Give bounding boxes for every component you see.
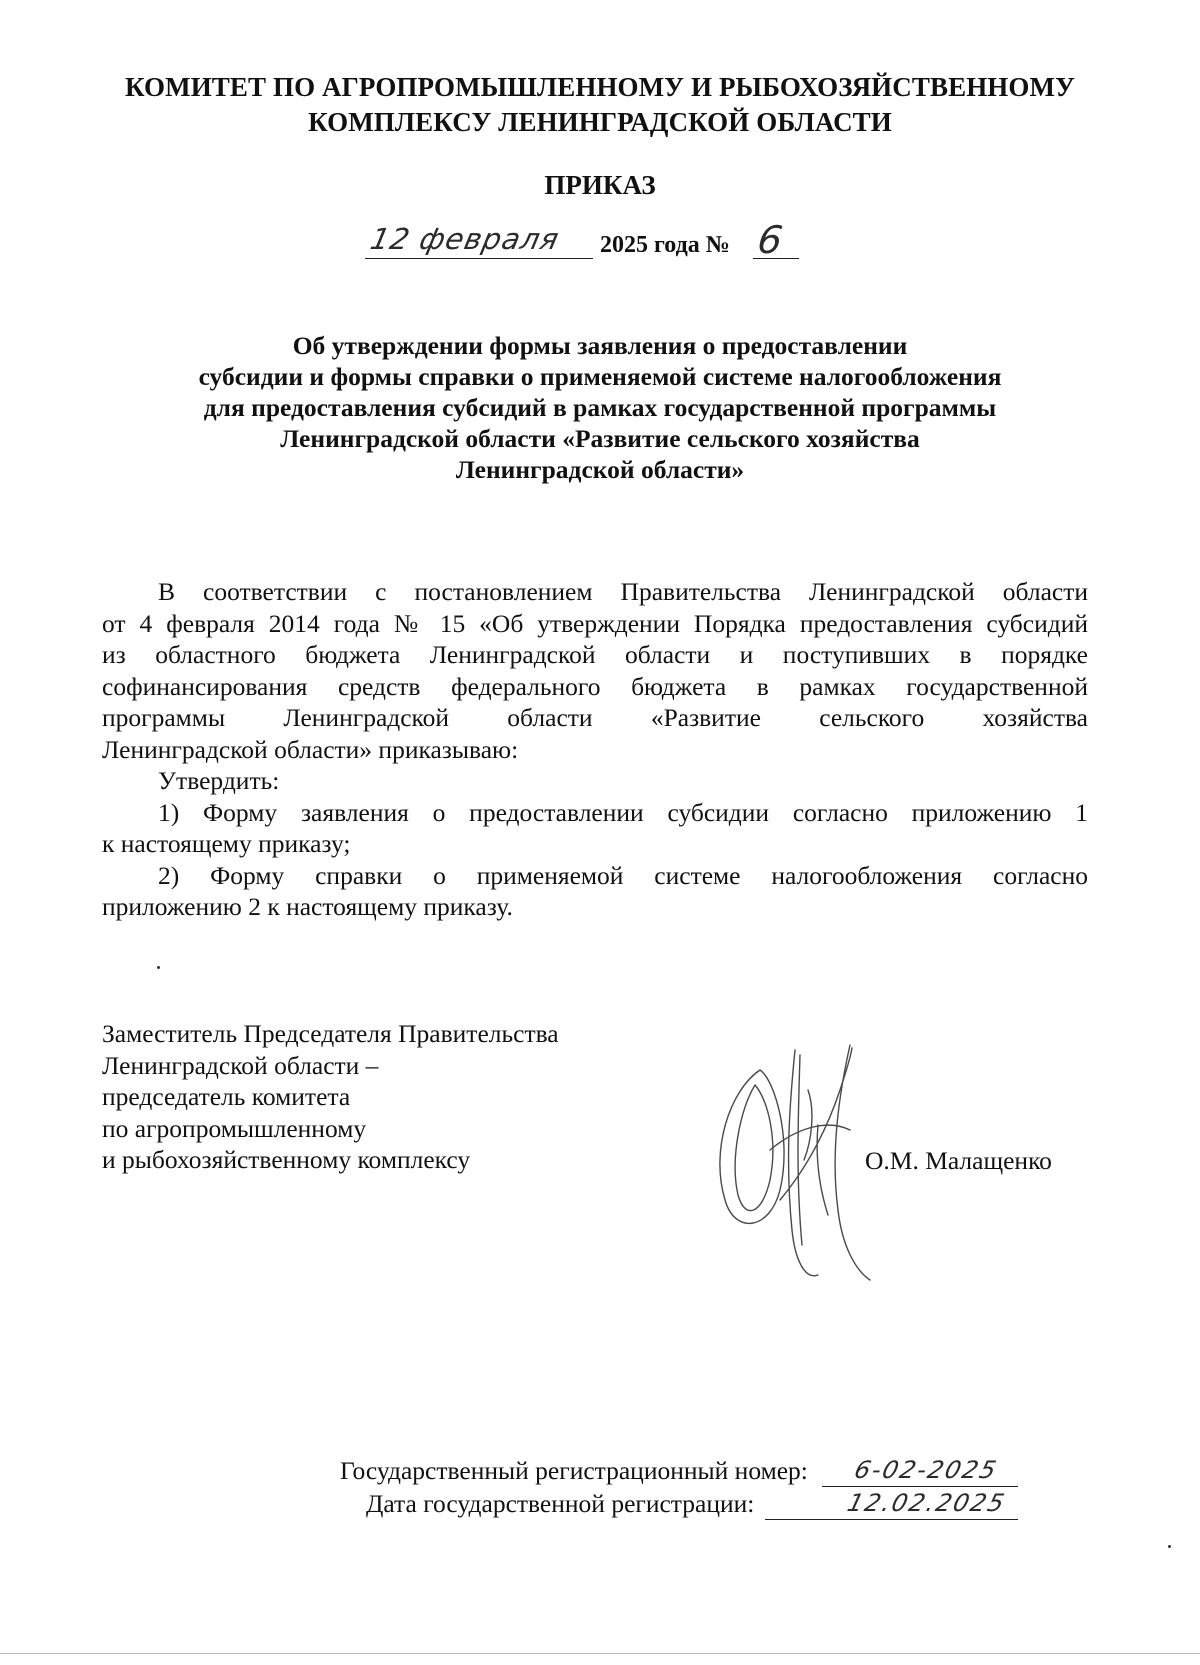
item-1-line-1: 1) Форму заявления о предоставлении субсидии согласно приложению 1 <box>158 797 1088 827</box>
scan-speck <box>1168 1545 1171 1548</box>
date-underline <box>365 258 593 259</box>
signer-line-2: Ленинградской области – <box>102 1050 379 1080</box>
preamble-line-4: софинансирования средств федерального бюджета в рамках государственной <box>102 671 1088 701</box>
signer-line-3: председатель комитета <box>102 1082 351 1111</box>
signer-line-4: по агропромышленному <box>102 1113 367 1143</box>
number-underline <box>753 258 799 259</box>
preamble-line-2: от 4 февраля 2014 года № 15 «Об утверждении Порядка предоставления субсидий <box>102 608 1088 638</box>
document-type: ПРИКАЗ <box>544 170 656 200</box>
subject-line-3: для предоставления субсидий в рамках государственной программы <box>203 393 997 422</box>
registration-block <box>340 1456 1100 1536</box>
registration-date-label: Дата государственной регистрации: <box>366 1489 755 1518</box>
subject-line-2: субсидии и формы справки о применяемой системе налогообложения <box>198 362 1002 391</box>
scan-speck <box>157 966 160 969</box>
order-subject <box>60 330 1140 485</box>
preamble-line-1: В соответствии с постановлением Правительства Ленинградской области <box>158 577 1088 606</box>
registration-number-underline <box>822 1486 1018 1487</box>
registration-date-value: 12.02.2025 <box>844 1489 1009 1517</box>
item-1-line-2: к настоящему приказу; <box>102 829 351 858</box>
committee-line-2: КОМПЛЕКСУ ЛЕНИНГРАДСКОЙ ОБЛАСТИ <box>308 107 892 137</box>
committee-line-1: КОМИТЕТ ПО АГРОПРОМЫШЛЕННОМУ И РЫБОХОЗЯЙСТВЕННОМУ <box>125 72 1075 102</box>
preamble-line-6: Ленинградской области» приказываю: <box>102 734 519 764</box>
registration-date-underline <box>765 1519 1018 1520</box>
registration-number-value: 6-02-2025 <box>851 1456 1001 1484</box>
order-body <box>102 576 1088 923</box>
signer-position <box>102 1018 559 1176</box>
item-2-line-1: 2) Форму справки о применяемой системе налогообложения согласно <box>158 860 1088 890</box>
signer-name: О.М. Малащенко <box>865 1146 1052 1175</box>
preamble-line-3: из областного бюджета Ленинградской области и поступивших в порядке <box>102 640 1088 669</box>
preamble-line-5: программы Ленинградской области «Развитие сельского хозяйства <box>102 703 1088 732</box>
year-label: 2025 года № <box>600 232 730 258</box>
subject-line-1: Об утверждении формы заявления о предоставлении <box>292 331 908 360</box>
scan-edge-line <box>0 1653 1200 1654</box>
subject-line-5: Ленинградской области» <box>455 455 745 484</box>
handwritten-date: 12 февраля <box>367 222 563 256</box>
handwritten-order-number: 6 <box>754 218 786 262</box>
subject-line-4: Ленинградской области «Развитие сельского хозяйства <box>280 424 920 453</box>
registration-number-label: Государственный регистрационный номер: <box>340 1456 808 1485</box>
approve-label: Утвердить: <box>158 766 280 795</box>
order-date-number <box>365 218 825 266</box>
signer-line-1: Заместитель Председателя Правительства <box>102 1019 559 1048</box>
signer-line-5: и рыбохозяйственному комплексу <box>102 1145 471 1174</box>
item-2-line-2: приложению 2 к настоящему приказу. <box>102 892 513 921</box>
committee-header <box>60 70 1140 140</box>
handwritten-signature <box>700 1030 890 1290</box>
